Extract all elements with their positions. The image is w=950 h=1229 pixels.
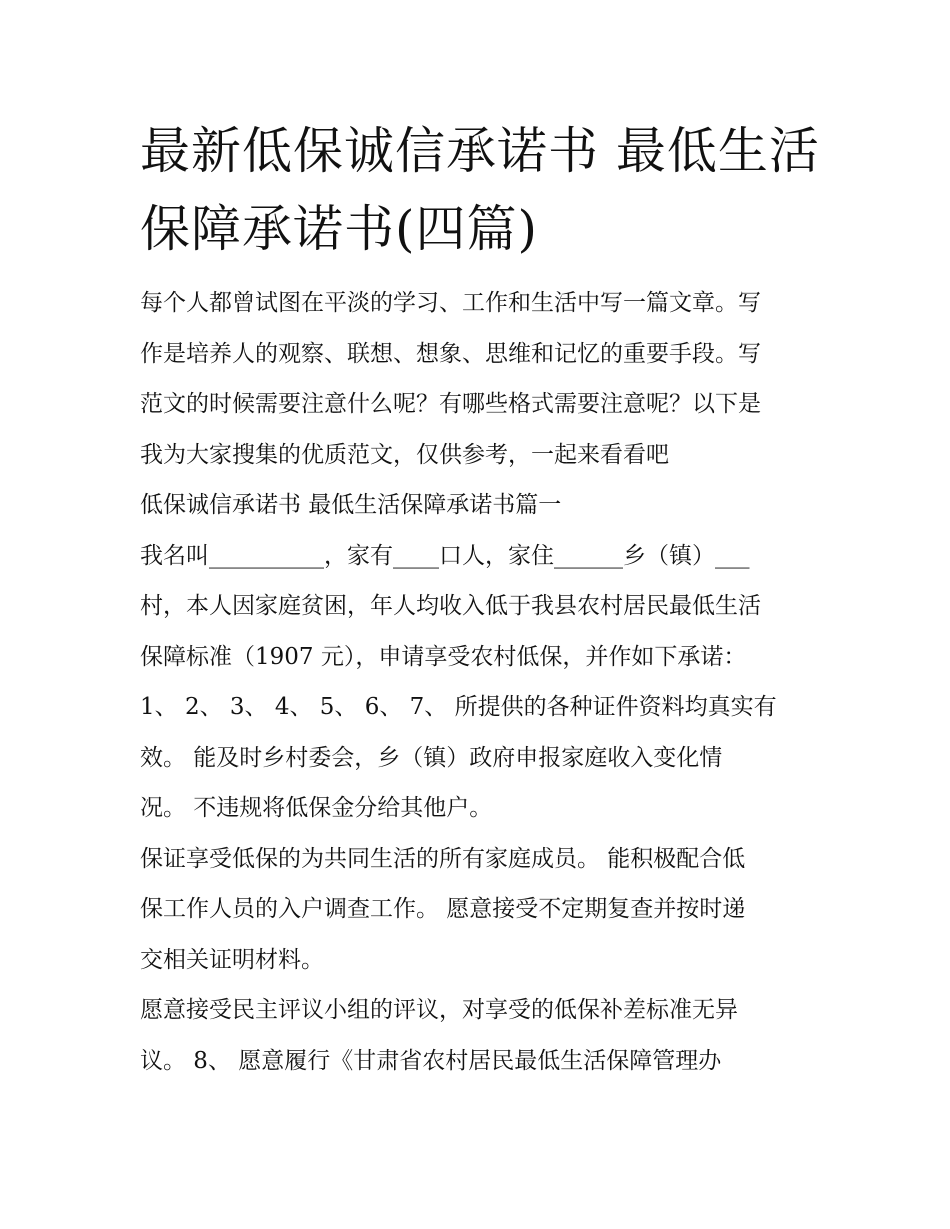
document-body (140, 278, 830, 1086)
title-line: 最新低保诚信承诺书 最低生活 (140, 122, 820, 180)
body-line: 保障标准（1907 元），申请享受农村低保，并作如下承诺： (140, 643, 747, 670)
body-line: 愿意接受民主评议小组的评议，对享受的低保补差标准无异 (140, 997, 738, 1023)
body-line: 交相关证明材料。 (140, 946, 324, 973)
document-title (140, 112, 830, 268)
body-line: 议。 8、 愿意履行《甘肃省农村居民最低生活保障管理办 (140, 1047, 722, 1074)
body-line: 况。 不违规将低保金分给其他户。 (140, 795, 493, 821)
body-line: 保证享受低保的为共同生活的所有家庭成员。 能积极配合低 (140, 845, 746, 872)
body-line: 效。 能及时乡村委会，乡（镇）政府申报家庭收入变化情 (140, 744, 723, 771)
section-heading: 低保诚信承诺书 最低生活保障承诺书篇一 (140, 492, 562, 518)
body-line: 保工作人员的入户调查工作。 愿意接受不定期复查并按时递 (140, 896, 746, 922)
body-line: 1、 2、 3、 4、 5、 6、 7、 所提供的各种证件资料均真实有 (140, 694, 777, 720)
intro-line: 我为大家搜集的优质范文，仅供参考，一起来看看吧 (140, 441, 669, 468)
body-line: 我名叫__________，家有____口人，家住______乡（镇）___ (140, 542, 750, 569)
title-line: 保障承诺书(四篇) (140, 200, 539, 258)
body-line: 村，本人因家庭贫困，年人均收入低于我县农村居民最低生活 (140, 593, 761, 619)
intro-line: 每个人都曾试图在平淡的学习、工作和生活中写一篇文章。写 (140, 290, 761, 316)
intro-line: 作是培养人的观察、联想、想象、思维和记忆的重要手段。写 (140, 340, 761, 367)
intro-line: 范文的时候需要注意什么呢？有哪些格式需要注意呢？以下是 (140, 391, 761, 417)
